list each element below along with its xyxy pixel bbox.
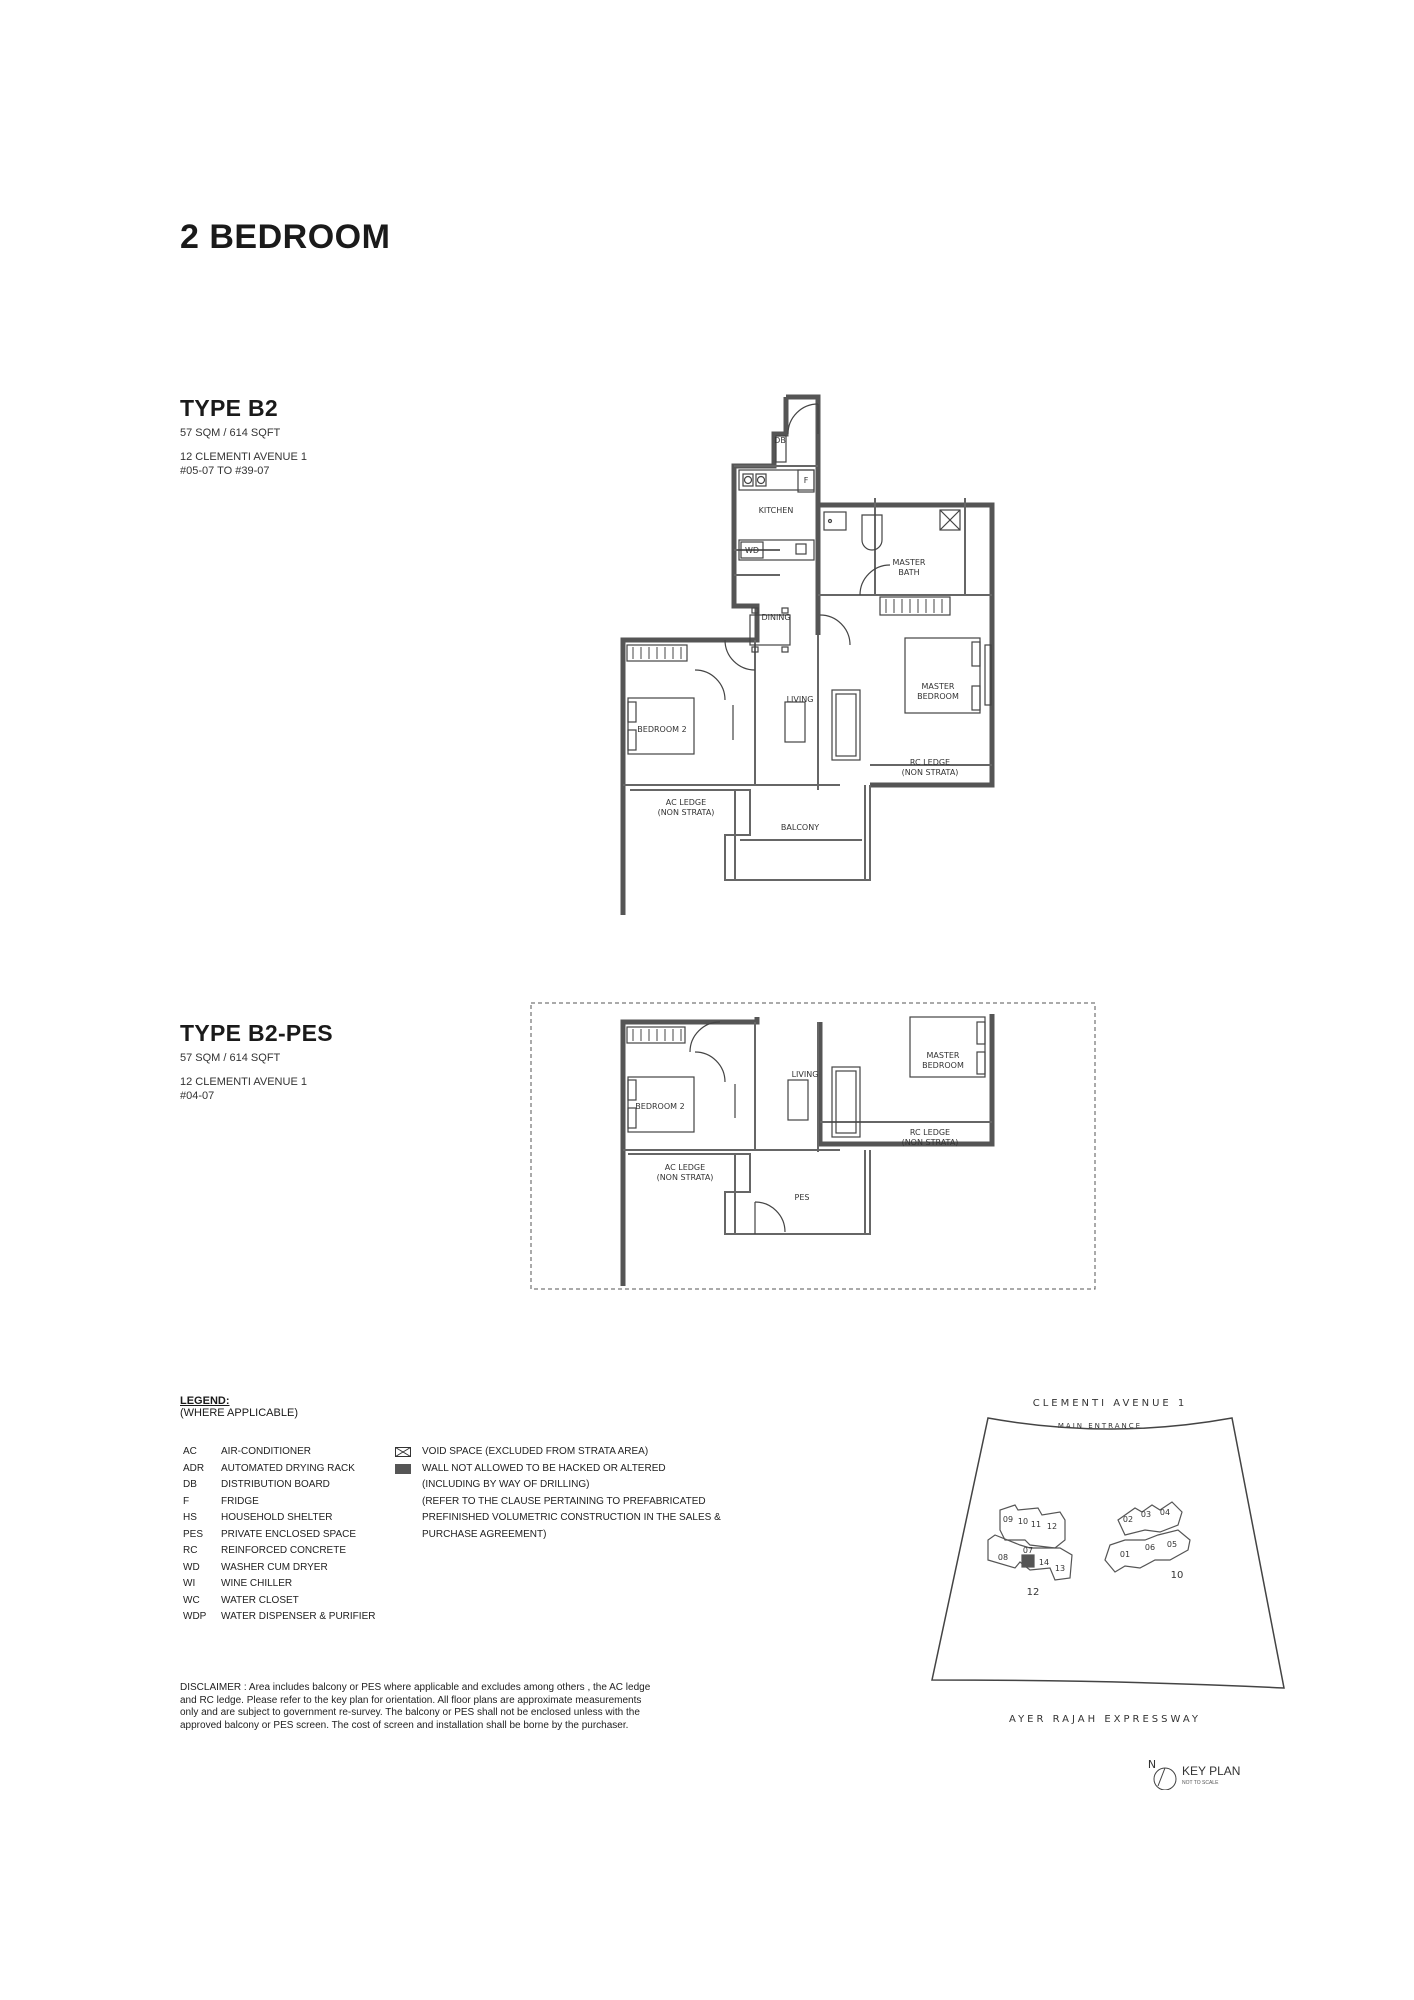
type-b2-pes-title: TYPE B2-PES: [180, 1020, 333, 1046]
pes-label-rc-ledge-2: (NON STRATA): [901, 1138, 959, 1147]
block-10-unit: 02: [1122, 1515, 1134, 1524]
legend-item: WDP WATER DISPENSER & PURIFIER: [183, 1611, 376, 1622]
type-b2-address: 12 CLEMENTI AVENUE 1: [180, 451, 307, 463]
void-space-icon: [395, 1447, 411, 1457]
b2-label-balcony: BALCONY: [780, 823, 820, 832]
pes-label-rc-ledge-1: RC LEDGE: [909, 1128, 951, 1137]
b2-label-kitchen: KITCHEN: [758, 506, 794, 515]
block-10-label: 10: [1170, 1570, 1184, 1581]
type-b2-units: #05-07 TO #39-07: [180, 465, 270, 477]
block-12-unit: 07: [1022, 1546, 1034, 1555]
disclaimer: DISCLAIMER : Area includes balcony or PES where applicable and excludes among others , the AC ledge and RC ledge. Please refer to the key plan for orientation. All floor plans are approximate measurements only and are subject to government re-survey. The balcony or PES shall not be enclosed unless with the approved balcony or PES screen. The cost of screen and installation shall be borne by the purchaser.: [180, 1682, 651, 1731]
b2-label-db: DB: [774, 436, 786, 445]
b2-label-master-bedroom-2: BEDROOM: [917, 692, 959, 701]
type-b2-pes-units: #04-07: [180, 1090, 215, 1102]
type-b2-pes-floor-plan: [530, 1002, 1098, 1292]
b2-label-ac-ledge-2: (NON STRATA): [657, 808, 715, 817]
b2-label-dining: DINING: [761, 613, 791, 622]
legend-item: RC REINFORCED CONCRETE: [183, 1545, 347, 1556]
block-12-unit: 12: [1046, 1522, 1058, 1531]
type-b2-info: [180, 395, 307, 478]
b2-label-master-bath-1: MASTER: [892, 558, 926, 567]
type-b2-area: 57 SQM / 614 SQFT: [180, 427, 281, 439]
legend-item: F FRIDGE: [183, 1495, 259, 1507]
legend-item: WD WASHER CUM DRYER: [183, 1561, 328, 1573]
b2-label-fridge: F: [803, 476, 809, 485]
block-10-unit: 03: [1140, 1510, 1152, 1519]
key-plan-title: KEY PLAN: [1182, 1764, 1241, 1778]
b2-label-wd: WD: [744, 546, 760, 555]
key-plan-main-entrance: MAIN ENTRANCE: [1057, 1422, 1143, 1430]
legend-symbols: [395, 1444, 721, 1543]
block-12-unit: 14: [1038, 1558, 1050, 1567]
legend-item: HS HOUSEHOLD SHELTER: [183, 1512, 333, 1523]
legend-item: AC AIR-CONDITIONER: [183, 1446, 311, 1457]
type-b2-pes-address: 12 CLEMENTI AVENUE 1: [180, 1076, 307, 1088]
pes-label-ac-ledge-1: AC LEDGE: [664, 1163, 706, 1172]
type-b2-title: TYPE B2: [180, 395, 278, 421]
legend-item: WI WINE CHILLER: [183, 1578, 293, 1589]
legend-list: [183, 1444, 375, 1626]
wall-icon: [395, 1464, 411, 1474]
legend-item: DB DISTRIBUTION BOARD: [183, 1479, 330, 1490]
block-12-unit: 10: [1017, 1517, 1029, 1526]
legend-item: ADR AUTOMATED DRYING RACK: [183, 1462, 355, 1474]
type-b2-pes-info: [180, 1020, 333, 1103]
north-label: N: [1147, 1758, 1157, 1771]
block-10-unit: 01: [1119, 1550, 1131, 1559]
pes-label-pes: PES: [794, 1193, 810, 1202]
block-12-unit: 13: [1054, 1564, 1066, 1573]
b2-label-master-bedroom-1: MASTER: [921, 682, 955, 691]
type-b2-pes-area: 57 SQM / 614 SQFT: [180, 1052, 281, 1064]
b2-label-rc-ledge-1: RC LEDGE: [909, 758, 951, 767]
block-12-label: 12: [1026, 1587, 1040, 1598]
block-10-unit: 06: [1144, 1543, 1156, 1552]
wall-item: WALL NOT ALLOWED TO BE HACKED OR ALTERED (INCLUDING BY WAY OF DRILLING) (REFER TO THE CLAUSE PERTAINING TO PREFABRICATED PREFINISHED VOLUMETRIC CONSTRUCTION IN THE SALES & PURCHASE AGREEMENT): [395, 1461, 721, 1544]
b2-label-bedroom2: BEDROOM 2: [637, 725, 687, 734]
legend-item: WC WATER CLOSET: [183, 1594, 299, 1606]
b2-label-living: LIVING: [786, 695, 814, 704]
page-title: 2 BEDROOM: [180, 218, 391, 256]
key-plan: [920, 1390, 1300, 1790]
pes-label-bedroom2: BEDROOM 2: [635, 1102, 685, 1111]
legend-subheading: (WHERE APPLICABLE): [180, 1407, 298, 1419]
pes-label-master-bedroom-1: MASTER: [926, 1051, 960, 1060]
block-12-unit: 11: [1030, 1520, 1042, 1529]
key-plan-site-boundary: [932, 1418, 1284, 1688]
block-12-unit: 09: [1002, 1515, 1014, 1524]
void-space-item: VOID SPACE (EXCLUDED FROM STRATA AREA): [395, 1444, 721, 1461]
key-plan-top-road: CLEMENTI AVENUE 1: [1032, 1398, 1188, 1409]
legend-heading: LEGEND:: [180, 1395, 230, 1407]
b2-label-rc-ledge-2: (NON STRATA): [901, 768, 959, 777]
pes-label-master-bedroom-2: BEDROOM: [922, 1061, 964, 1070]
pes-label-ac-ledge-2: (NON STRATA): [656, 1173, 714, 1182]
north-arrow-icon: [1158, 1768, 1165, 1786]
key-plan-subtitle: NOT TO SCALE: [1182, 1780, 1219, 1786]
block-12-unit: 08: [997, 1553, 1009, 1562]
block-10-unit: 04: [1159, 1508, 1171, 1517]
type-b2-floor-plan: [600, 380, 1020, 920]
compass-icon: [1154, 1768, 1176, 1790]
legend: [180, 1395, 298, 1419]
b2-label-master-bath-2: BATH: [898, 568, 920, 577]
block-10-unit: 05: [1166, 1540, 1178, 1549]
b2-label-ac-ledge-1: AC LEDGE: [665, 798, 707, 807]
legend-item: PES PRIVATE ENCLOSED SPACE: [183, 1528, 357, 1540]
key-plan-bottom-road: AYER RAJAH EXPRESSWAY: [1009, 1714, 1201, 1725]
pes-label-living: LIVING: [791, 1070, 819, 1079]
